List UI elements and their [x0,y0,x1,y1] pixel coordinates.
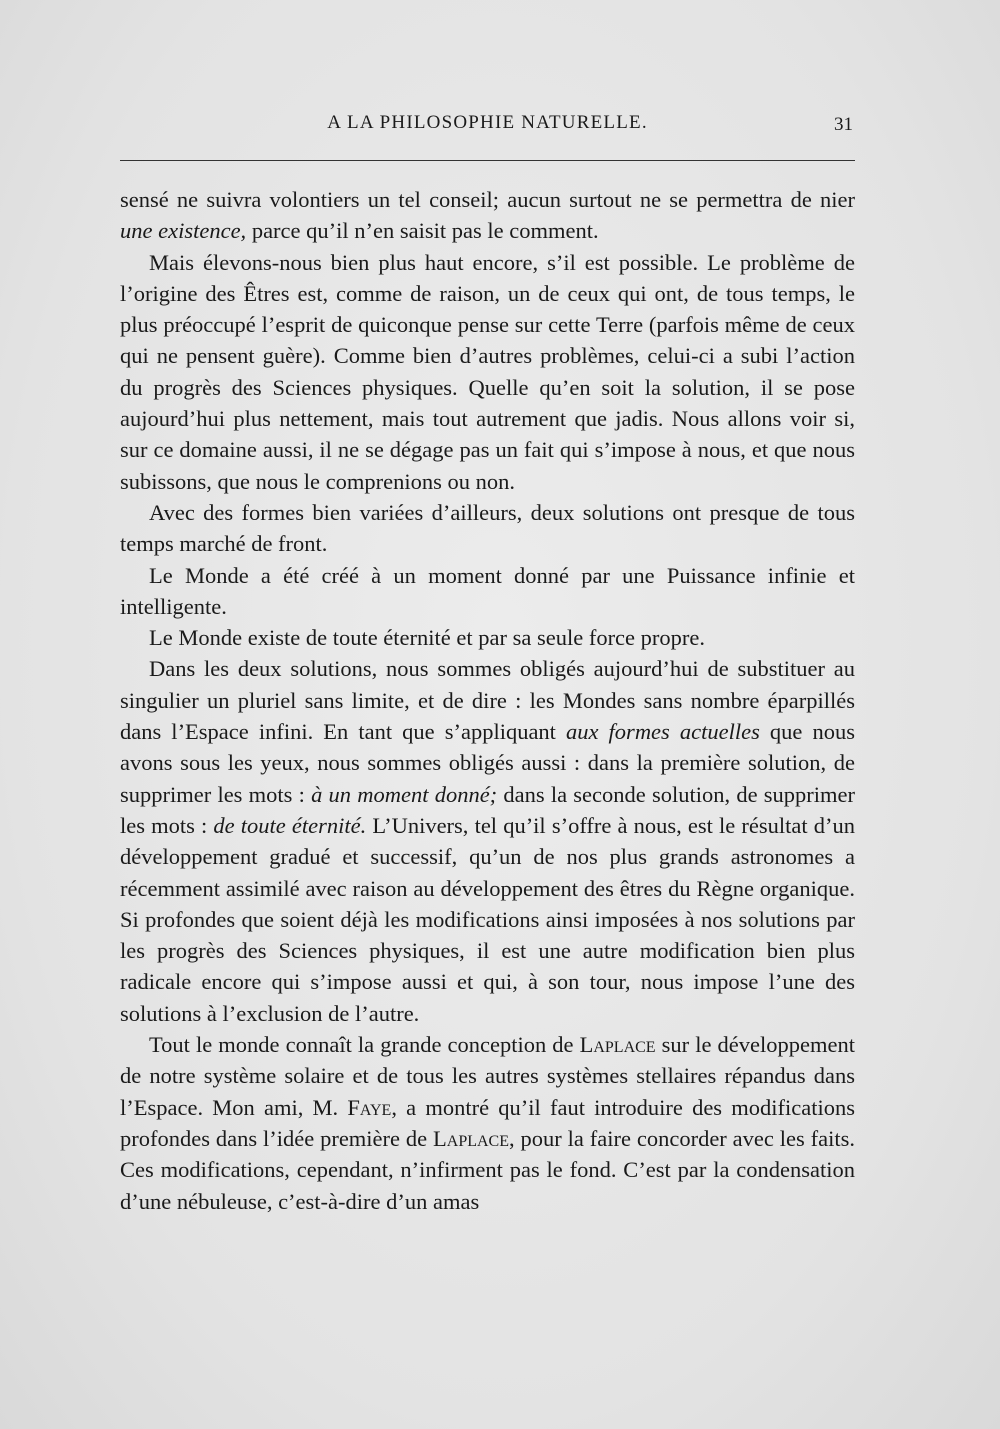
small-caps-name: Faye [347,1094,392,1120]
italic-text: à un moment donné; [311,781,498,807]
paragraph [120,184,855,247]
text-run: Tout le monde connaît la grande conception de [149,1032,580,1058]
small-caps-name: Laplace [433,1125,510,1151]
italic-text: aux formes actuelles [566,719,760,745]
text-run: Mais élevons-nous bien plus haut encore, s’il est possible. Le problème de l’origine des Êtres est, comme de raison, un de ceux qui ont, de tous temps, le plus préoccupé l’esprit de quiconque pense sur cette Terre (parfois même de ceux qui ne pensent guère). Comme bien d’autres problèmes, celui-ci a subi l’action du progrès des Sciences physiques. Quelle qu’en soit la solution, il se pose aujourd’hui plus nettement, mais tout autrement que jadis. Nous allons voir si, sur ce domaine aussi, il ne se dégage pas un fait qui s’impose à nous, et que nous subissons, que nous le comprenions ou non. [120,249,855,494]
paragraph [120,1029,855,1217]
text-run: Le Monde a été créé à un moment donné par une Puissance infinie et intelligente. [120,562,855,619]
text-run: Le Monde existe de toute éternité et par sa seule force propre. [149,625,706,651]
body-text [120,184,855,1217]
text-run: , a montré qu’il faut introduire des modifications profondes dans l’idée première de [120,1094,855,1151]
text-run: Dans les deux solutions, nous sommes obligés aujourd’hui de substituer au singulier un pluriel sans limite, et de dire : les Mondes sans nombre éparpillés dans l’Espace infini. En tant que s’appliquant [120,656,855,745]
text-run: que nous avons sous les yeux, nous sommes obligés aussi : dans la première solution, de supprimer les mots : [120,719,855,807]
text-run: , pour la faire concorder avec les faits. Ces modifications, cependant, n’infirment pas le fond. C’est par la condensation d’une nébuleuse, c’est-à-dire d’un amas [120,1125,856,1214]
text-run: sur le développement de notre système solaire et de tous les autres systèmes stellaires répandus dans l’Espace. Mon ami, M. [120,1032,855,1120]
paragraph [120,247,855,497]
page-number: 31 [834,114,853,135]
running-title: A LA PHILOSOPHIE NATURELLE. [327,112,648,133]
paragraph [120,497,855,560]
paragraph [120,653,855,1029]
text-run: dans la seconde solution, de supprimer les mots : [120,781,855,838]
paragraph [120,622,855,653]
text-run: L’Univers, tel qu’il s’offre à nous, est le résultat d’un développement gradué et successif, qu’un de nos plus grands astronomes a récemment assimilé avec raison au développement des êtres du Règne organique. Si profondes que soient déjà les modifications ainsi imposées à nos solutions par les progrès des Sciences physiques, il est une autre modification bien plus radicale encore qui s’impose aussi et qui, à son tour, nous impose l’une des solutions à l’exclusion de l’autre. [120,812,855,1026]
text-run: parce qu’il n’en saisit pas le comment. [246,218,599,244]
text-run: sensé ne suivra volontiers un tel conseil; aucun surtout ne se permettra de nier [120,187,855,212]
text-run: Avec des formes bien variées d’ailleurs, deux solutions ont presque de tous temps marché de front. [120,499,855,557]
paragraph [120,560,855,623]
small-caps-name: Laplace [579,1032,656,1058]
italic-text: une existence, [120,218,247,244]
running-head [120,112,855,142]
header-rule [120,160,855,161]
italic-text: de toute éternité. [213,812,367,838]
